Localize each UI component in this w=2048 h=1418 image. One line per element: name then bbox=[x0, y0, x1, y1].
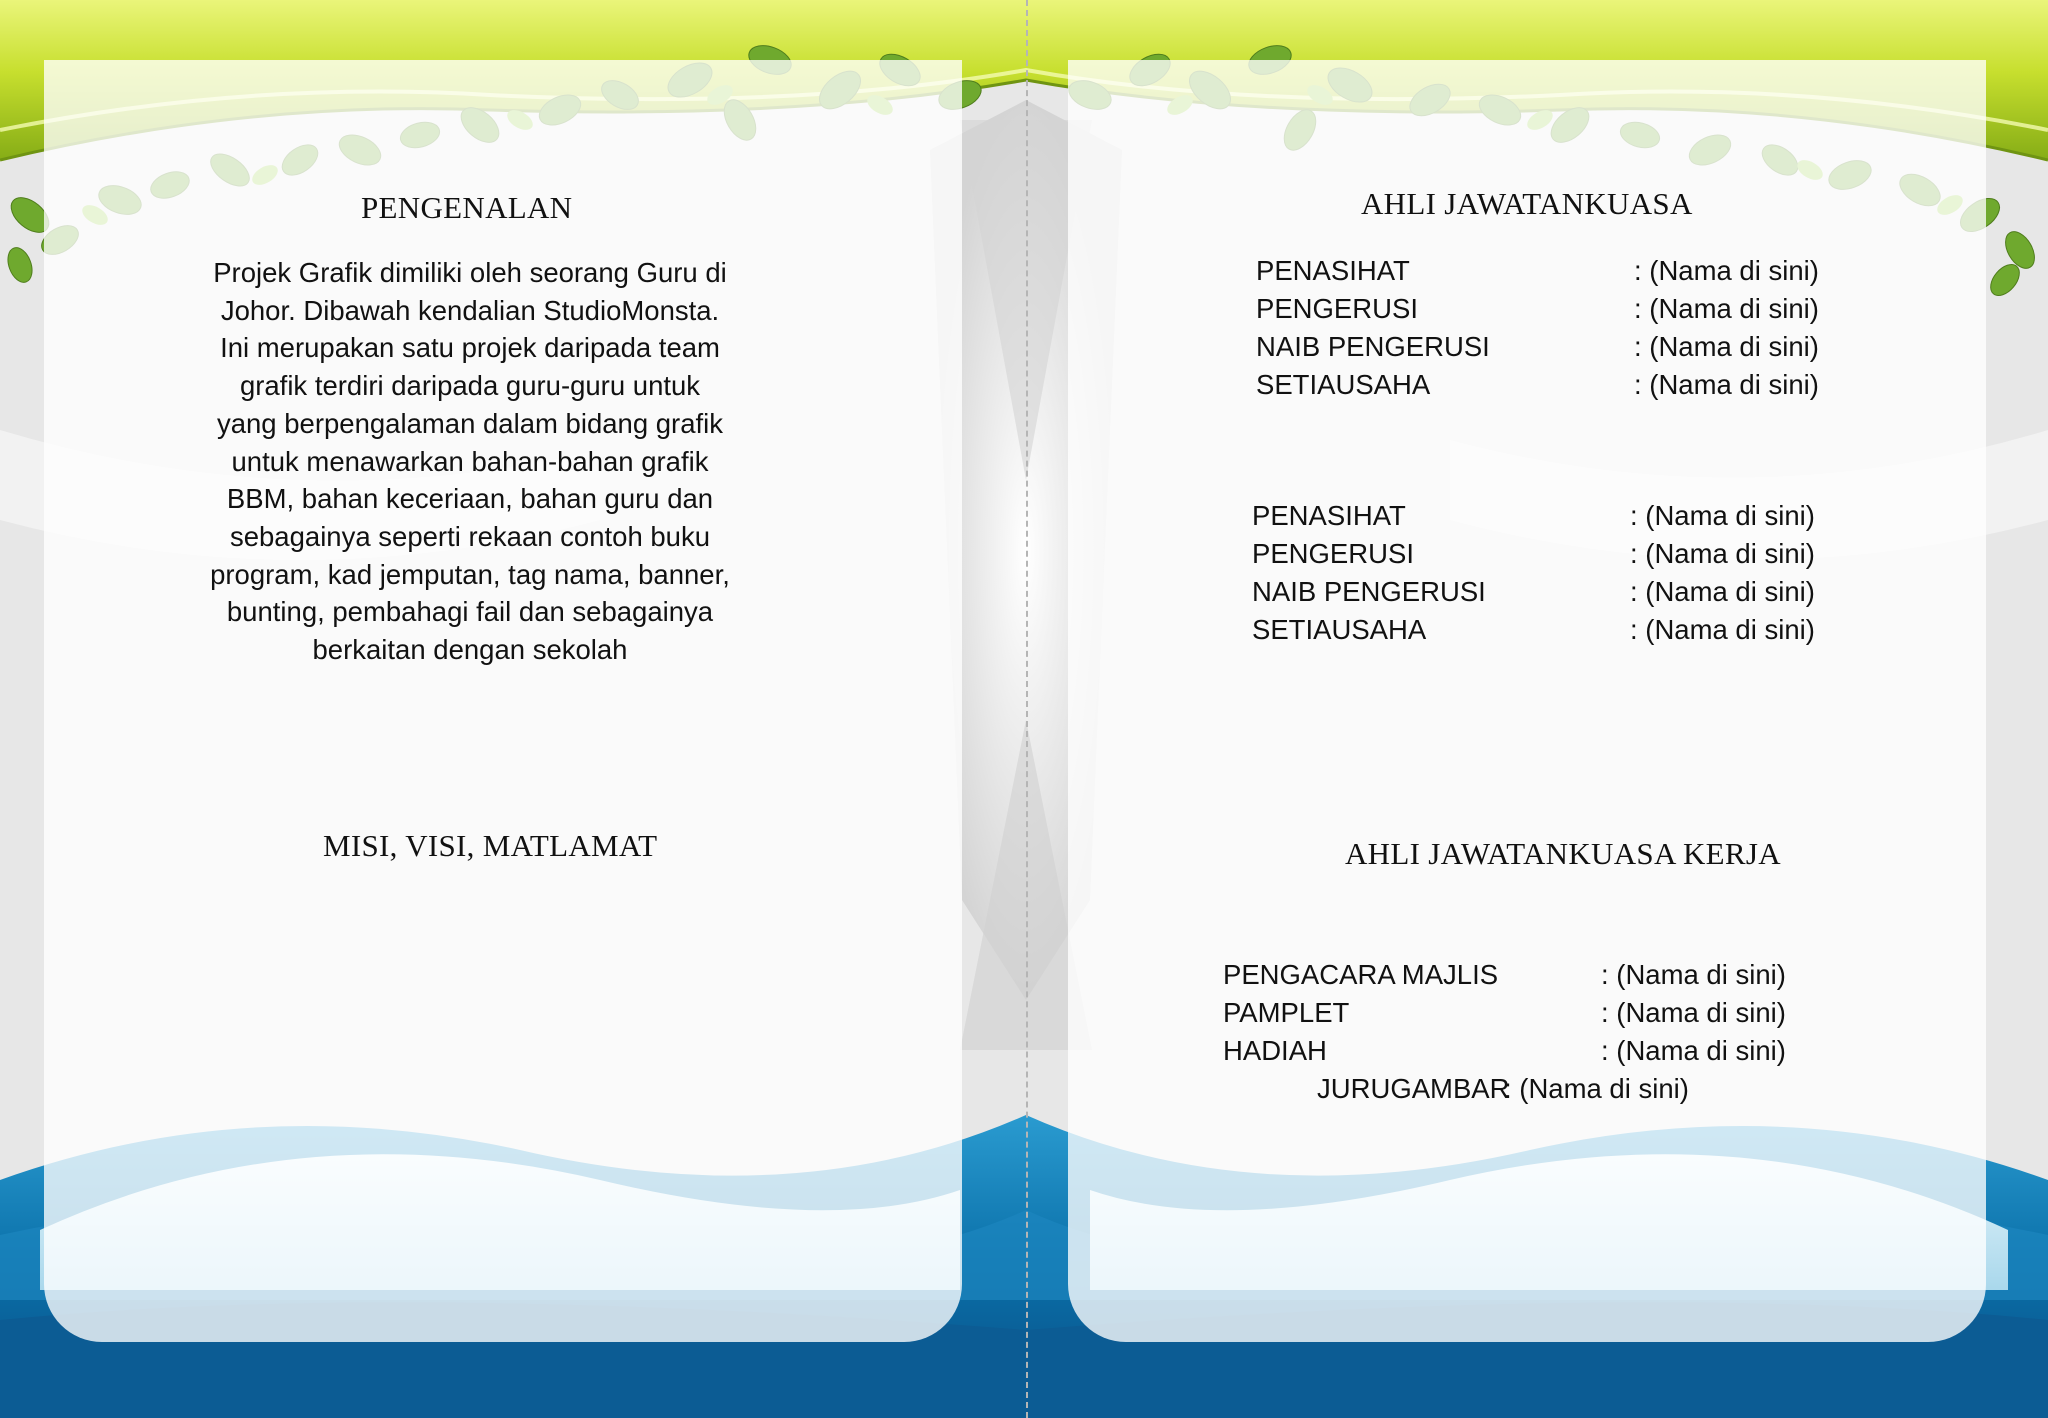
committee-title: AHLI JAWATANKUASA bbox=[1361, 186, 1693, 221]
intro-line: sebagainya seperti rekaan contoh buku bbox=[229, 520, 711, 552]
intro-line: Projek Grafik dimiliki oleh seorang Guru di bbox=[213, 257, 727, 288]
intro-line: Johor. Dibawah kendalian StudioMonsta. bbox=[220, 294, 720, 326]
work-committee-title: AHLI JAWATANKUASA KERJA bbox=[1345, 836, 1781, 871]
name-value: : (Nama di sini) bbox=[1630, 500, 1815, 531]
intro-line: yang berpengalaman dalam bidang grafik bbox=[216, 407, 724, 439]
intro-line: bunting, pembahagi fail dan sebagainya bbox=[226, 596, 714, 628]
role-label: PENGERUSI bbox=[1256, 293, 1418, 324]
role-label: PENGERUSI bbox=[1252, 538, 1414, 569]
name-value: : (Nama di sini) bbox=[1630, 614, 1815, 645]
role-label: SETIAUSAHA bbox=[1256, 369, 1431, 400]
name-value: : (Nama di sini) bbox=[1601, 959, 1786, 990]
intro-line: BBM, bahan keceriaan, bahan guru dan bbox=[226, 483, 714, 515]
fold-line bbox=[1026, 0, 1028, 1418]
name-value: : (Nama di sini) bbox=[1601, 997, 1786, 1028]
role-label: NAIB PENGERUSI bbox=[1252, 576, 1486, 607]
intro-line: untuk menawarkan bahan-bahan grafik bbox=[231, 445, 709, 477]
name-value: : (Nama di sini) bbox=[1630, 576, 1815, 607]
mission-title: MISI, VISI, MATLAMAT bbox=[323, 828, 658, 863]
role-label: PENGACARA MAJLIS bbox=[1223, 959, 1499, 990]
role-label: JURUGAMBAR bbox=[1317, 1073, 1510, 1104]
name-value: : (Nama di sini) bbox=[1504, 1073, 1689, 1104]
role-label: HADIAH bbox=[1223, 1035, 1327, 1066]
intro-line: berkaitan dengan sekolah bbox=[312, 634, 628, 666]
role-label: PENASIHAT bbox=[1252, 500, 1406, 531]
role-label: NAIB PENGERUSI bbox=[1256, 331, 1490, 362]
left-page-panel bbox=[44, 60, 962, 1342]
role-label: PENASIHAT bbox=[1256, 255, 1410, 286]
name-value: : (Nama di sini) bbox=[1634, 293, 1819, 324]
intro-line: Ini merupakan satu projek daripada team bbox=[220, 332, 720, 364]
role-label: SETIAUSAHA bbox=[1252, 614, 1427, 645]
intro-title: PENGENALAN bbox=[361, 190, 573, 225]
role-label: PAMPLET bbox=[1223, 997, 1350, 1028]
intro-line: grafik terdiri daripada guru-guru untuk bbox=[239, 370, 701, 402]
name-value: : (Nama di sini) bbox=[1601, 1035, 1786, 1066]
name-value: : (Nama di sini) bbox=[1634, 369, 1819, 400]
intro-line: program, kad jemputan, tag nama, banner, bbox=[210, 558, 730, 590]
intro-paragraph bbox=[190, 254, 750, 669]
name-value: : (Nama di sini) bbox=[1630, 538, 1815, 569]
right-page-panel bbox=[1068, 60, 1986, 1342]
name-value: : (Nama di sini) bbox=[1634, 255, 1819, 286]
name-value: : (Nama di sini) bbox=[1634, 331, 1819, 362]
